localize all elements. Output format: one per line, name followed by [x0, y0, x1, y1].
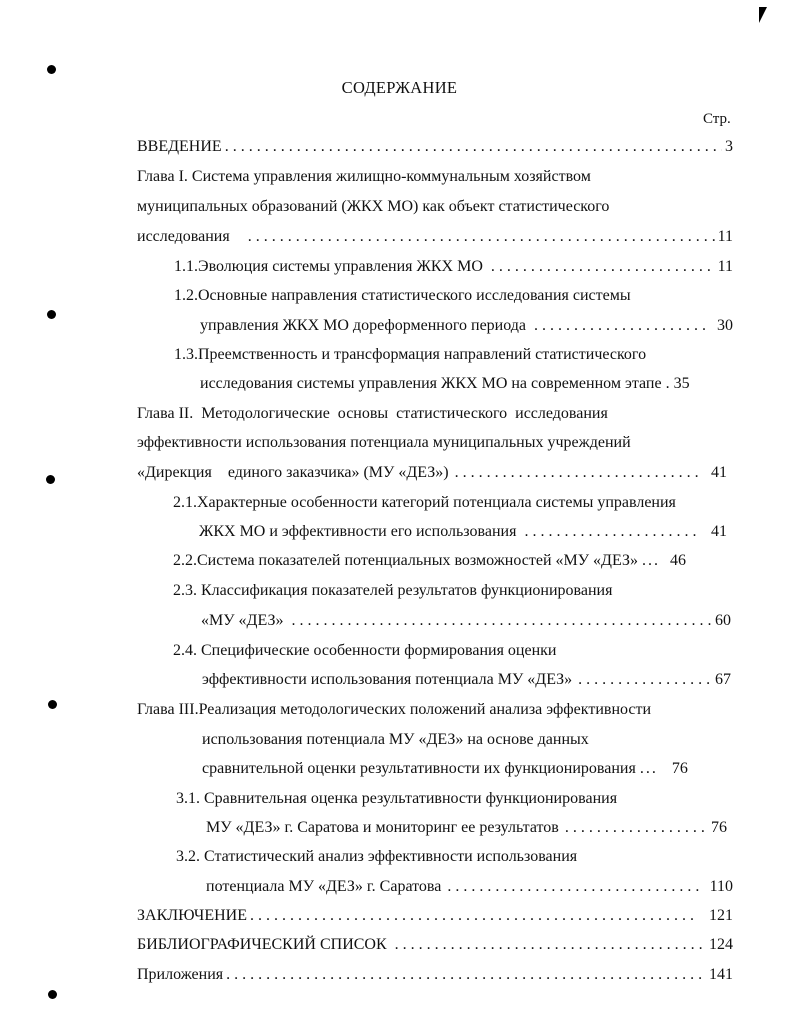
page-number: 35 [673, 375, 690, 392]
toc-entry-chapter-1[interactable]: Глава I. Система управления жилищно-коммунальным хозяйством [137, 168, 591, 185]
toc-entry-section-2-3[interactable]: 2.3. Классификация показателей результатов функционирования [173, 582, 613, 599]
page-column-label: Стр. [703, 111, 731, 127]
page-number: 30 [717, 317, 733, 334]
page-number: 60 [715, 612, 731, 629]
page-number: 11 [717, 258, 733, 275]
toc-entry-conclusion[interactable]: ЗАКЛЮЧЕНИЕ . . . 121 [137, 905, 733, 927]
page-number: 41 [711, 464, 727, 481]
toc-entry-section-2-1-cont: ЖКХ МО и эффективности его использования . . . 41 [199, 521, 727, 543]
leader-dots [491, 256, 715, 278]
leader-dots [225, 136, 722, 158]
toc-entry-section-1-2-cont: управления ЖКХ МО дореформенного периода . . . 30 [200, 315, 733, 337]
leader-dots: ... [639, 760, 658, 777]
page-number: 141 [709, 966, 733, 983]
toc-entry-chapter-3-cont: использования потенциала МУ «ДЕЗ» на основе данных [202, 731, 589, 748]
leader-dots [447, 876, 699, 898]
leader-dots: ... [641, 552, 660, 569]
page-number: 11 [717, 228, 733, 245]
toc-entry-section-1-2[interactable]: 1.2.Основные направления статистического исследования системы [174, 287, 631, 304]
page-number: 121 [709, 907, 733, 924]
toc-entry-chapter-2-end: «Дирекция единого заказчика» (МУ «ДЕЗ») . . . 41 [137, 462, 727, 484]
page-number: 41 [711, 523, 727, 540]
toc-entry-section-2-4[interactable]: 2.4. Специфические особенности формирования оценки [173, 642, 557, 659]
page-number: 76 [671, 760, 688, 777]
leader-dots [565, 817, 708, 839]
toc-entry-chapter-3-end: сравнительной оценки результативности их функционирования ... 76 [202, 758, 731, 780]
leader-dots [226, 964, 706, 986]
toc-entry-chapter-1-end: исследования . . . 11 [137, 226, 733, 248]
toc-entry-section-2-4-cont: эффективности использования потенциала МУ «ДЕЗ» . . . 67 [202, 669, 731, 691]
page-title: СОДЕРЖАНИЕ [341, 78, 458, 97]
leader-dots: . [665, 375, 670, 392]
toc-entry-section-1-3[interactable]: 1.3.Преемственность и трансформация направлений статистического [174, 346, 647, 363]
leader-dots [455, 462, 701, 484]
page-number: 124 [709, 936, 733, 953]
toc-entry-section-2-3-cont: «МУ «ДЕЗ» . . . 60 [201, 610, 731, 632]
page-number: 46 [669, 552, 686, 569]
leader-dots [395, 934, 706, 956]
leader-dots [534, 315, 707, 337]
toc-entry-section-3-2[interactable]: 3.2. Статистический анализ эффективности использования [176, 848, 578, 865]
leader-dots [291, 610, 712, 632]
leader-dots [524, 521, 701, 543]
toc-entry-section-1-3-cont: исследования системы управления ЖКХ МО на современном этапе . 35 [200, 373, 733, 395]
leader-dots [248, 226, 715, 248]
page-number: 67 [715, 671, 731, 688]
toc-entry-section-3-1-cont: МУ «ДЕЗ» г. Саратова и мониторинг ее результатов . . . 76 [206, 817, 727, 839]
toc-entry-section-2-2[interactable]: 2.2.Система показателей потенциальных возможностей «МУ «ДЕЗ» ... 46 [173, 550, 727, 572]
page-number: 3 [725, 138, 733, 155]
page-number: 110 [709, 878, 733, 895]
leader-dots [250, 905, 699, 927]
toc-entry-section-3-1[interactable]: 3.1. Сравнительная оценка результативности функционирования [176, 790, 618, 807]
toc-entry-section-1-1[interactable]: 1.1.Эволюция системы управления ЖКХ МО . . . 11 [174, 256, 733, 278]
toc-entry-section-3-2-cont: потенциала МУ «ДЕЗ» г. Саратова . . . 110 [206, 876, 733, 898]
toc-entry-section-2-1[interactable]: 2.1.Характерные особенности категорий потенциала системы управления [173, 494, 676, 511]
toc-entry-bibliography[interactable]: БИБЛИОГРАФИЧЕСКИЙ СПИСОК . . . 124 [137, 934, 733, 956]
toc-entry-chapter-2[interactable]: Глава II. Методологические основы статистического исследования [137, 405, 608, 422]
toc-entry-chapter-1-cont: муниципальных образований (ЖКХ МО) как объект статистического [137, 198, 610, 215]
page-number: 76 [711, 819, 727, 836]
leader-dots [578, 669, 712, 691]
toc-entry-intro[interactable]: ВВЕДЕНИЕ . . . 3 [137, 136, 733, 158]
toc-entry-appendix[interactable]: Приложения . . . 141 [137, 964, 733, 986]
toc-entry-chapter-2-cont: эффективности использования потенциала муниципальных учреждений [137, 434, 631, 451]
toc-entry-chapter-3[interactable]: Глава III.Реализация методологических положений анализа эффективности [137, 701, 652, 718]
